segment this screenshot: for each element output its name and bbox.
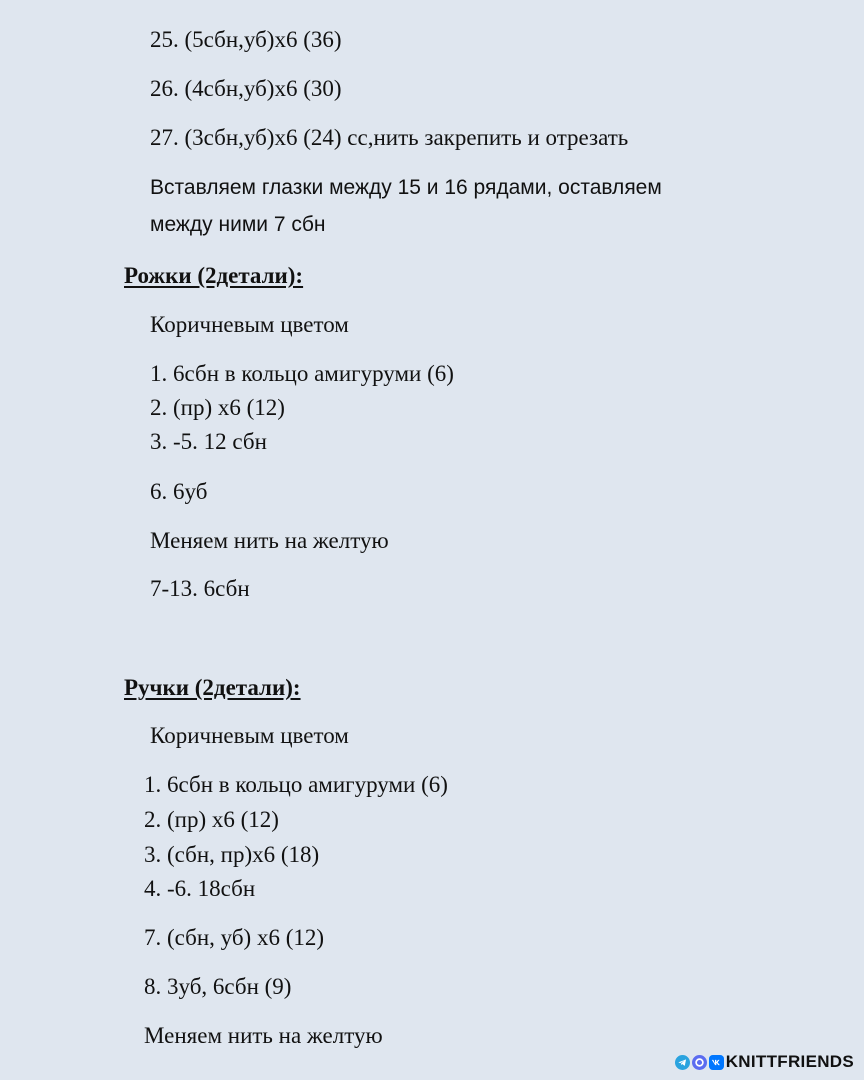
arms-row: 3. (сбн, пр)х6 (18) [144,842,320,867]
horns-change-yarn-note: Меняем нить на желтую [150,528,389,553]
telegram-icon [675,1055,690,1070]
arms-section-title: Ручки (2детали): [124,675,301,700]
row-27: 27. (3сбн,уб)х6 (24) сс,нить закрепить и отрезать [150,125,629,150]
horns-row: 3. -5. 12 сбн [150,429,267,454]
eyes-note-line-2: между ними 7 сбн [150,213,326,236]
eyes-note-line-1: Вставляем глазки между 15 и 16 рядами, оставляем [150,176,662,199]
arms-row: 1. 6сбн в кольцо амигуруми (6) [144,772,448,797]
max-icon [692,1055,707,1070]
horns-color-note: Коричневым цветом [150,312,349,337]
row-25: 25. (5сбн,уб)х6 (36) [150,27,342,52]
arms-row: 4. -6. 18сбн [144,876,256,901]
arms-row: 8. 3уб, 6сбн (9) [144,974,292,999]
horns-row: 6. 6уб [150,479,208,504]
horns-section-title: Рожки (2детали): [124,263,304,288]
arms-row: 2. (пр) х6 (12) [144,807,279,832]
vk-icon [709,1055,724,1070]
arms-color-note: Коричневым цветом [150,723,349,748]
horns-row: 2. (пр) х6 (12) [150,395,285,420]
arms-change-yarn-note: Меняем нить на желтую [144,1023,383,1048]
horns-row: 7-13. 6сбн [150,576,250,601]
watermark-text: KNITTFRIENDS [725,1052,854,1071]
watermark [675,1052,854,1072]
arms-row: 7. (сбн, уб) х6 (12) [144,925,325,950]
horns-row: 1. 6сбн в кольцо амигуруми (6) [150,361,454,386]
row-26: 26. (4сбн,уб)х6 (30) [150,76,342,101]
